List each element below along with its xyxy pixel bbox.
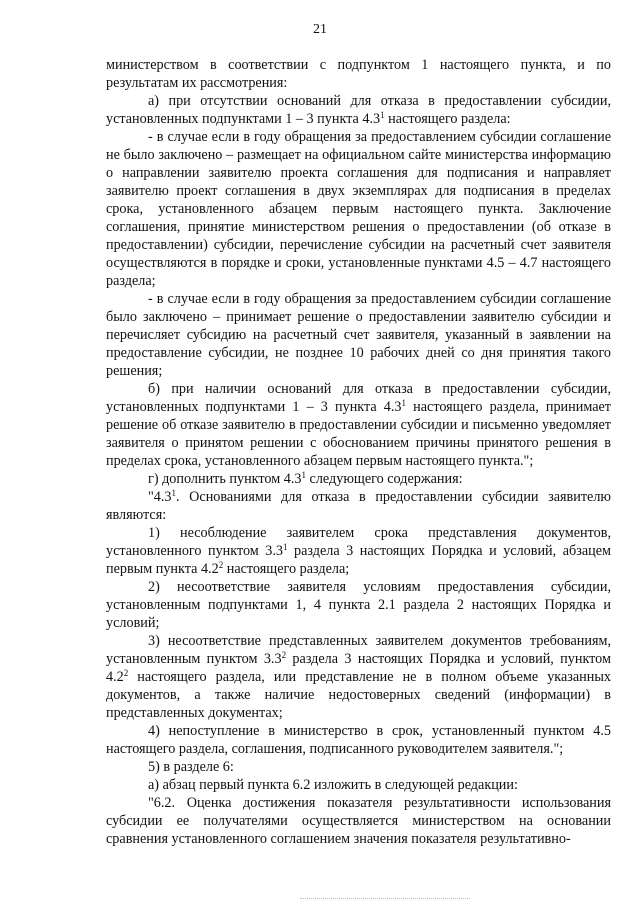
paragraph-text: - в случае если в году обращения за предоставлением субсидии соглашение не было заключено – размещает на официальном сайте министерства информацию о направлении заявителю проекта соглашения для подписания и направляет заявителю проект соглашения в двух экземплярах для подписания в пределах срока, установленного абзацем первым настоящего пункта. Заключение соглашения, принятие министерством решения о предоставлении (об отказе в предоставлении) субсидии, перечисление субсидии на расчетный счет заявителя осуществляются в порядке и сроки, установленные пунктами 4.5 – 4.7 настоящего раздела; (106, 129, 611, 289)
paragraph (106, 722, 611, 758)
paragraph (106, 758, 611, 776)
paragraph-text: 2) несоответствие заявителя условиям предоставления субсидии, установленным подпунктами 1, 4 пункта 2.1 раздела 2 настоящих Порядка и условий; (106, 579, 611, 631)
paragraph-text: 5) в разделе 6: (148, 759, 234, 775)
superscript: 1 (171, 488, 177, 498)
paragraph-text: 1) несоблюдение заявителем срока представления документов, установленного пунктом 3.3 (106, 525, 611, 559)
paragraph (106, 470, 611, 488)
paragraph-text: . Основаниями для отказа в предоставлении субсидии заявителю являются: (106, 489, 611, 523)
paragraph-text: раздела 3 настоящих Порядка и условий, абзацем первым пункта 4.2 (106, 543, 611, 577)
paragraph-text: настоящего раздела, принимает решение об отказе заявителю в предоставлении субсидии и письменно уведомляет заявителя о принятом решении с обоснованием причины принятого решения в пределах срока, установленного абзацем первым настоящего пункта."; (106, 399, 611, 469)
paragraph-text: 3) несоответствие представленных заявителем документов требованиям, установленным пунктом 3.3 (106, 633, 611, 667)
paragraph (106, 776, 611, 794)
paragraph-text: "4.3 (148, 489, 172, 505)
superscript: 1 (380, 110, 385, 120)
paragraph-text: 4) непоступление в министерство в срок, установленный пунктом 4.5 настоящего раздела, соглашения, подписанного руководителем заявителя."; (106, 723, 611, 757)
paragraph (106, 380, 611, 470)
superscript: 1 (283, 542, 288, 552)
paragraph-text: настоящего раздела; (223, 561, 350, 577)
paragraph (106, 578, 611, 632)
document-body (106, 56, 611, 848)
paragraph-text: а) при отсутствии оснований для отказа в предоставлении субсидии, установленных подпунктами 1 – 3 пункта 4.3 (106, 93, 611, 127)
paragraph (106, 632, 611, 722)
paragraph-text: а) абзац первый пункта 6.2 изложить в следующей редакции: (148, 777, 518, 793)
paragraph-text: г) дополнить пунктом 4.3 (148, 471, 302, 487)
page-number: 21 (313, 22, 327, 37)
superscript: 1 (401, 398, 407, 408)
superscript: 2 (218, 560, 224, 570)
paragraph-text: настоящего раздела, или представление не в полном объеме указанных документов, а также наличие недостоверных сведений (информации) в представленных документах; (106, 669, 611, 721)
paragraph (106, 56, 611, 92)
paragraph-text: следующего содержания: (305, 471, 463, 487)
paragraph-text: "6.2. Оценка достижения показателя результативности использования субсидии ее получателями осуществляется министерством на основании сравнения установленного соглашением значения показателя результативно- (106, 795, 611, 847)
paragraph (106, 92, 611, 128)
superscript: 2 (281, 650, 287, 660)
paragraph (106, 794, 611, 848)
superscript: 1 (301, 470, 306, 480)
paragraph-text: министерством в соответствии с подпунктом 1 настоящего пункта, и по результатам их рассмотрения: (106, 57, 611, 91)
paragraph (106, 128, 611, 290)
paragraph (106, 488, 611, 524)
paragraph-text: - в случае если в году обращения за предоставлением субсидии соглашение было заключено – принимает решение о предоставлении заявителю субсидии и перечисляет субсидию на расчетный счет заявителя, указанный в заявлении на предоставление субсидии, не позднее 10 рабочих дней со дня принятия такого решения; (106, 291, 611, 379)
paragraph-text: настоящего раздела: (384, 111, 511, 127)
paragraph (106, 524, 611, 578)
paragraph-text: раздела 3 настоящих Порядка и условий, пунктом 4.2 (106, 651, 611, 685)
scan-artifact (300, 898, 470, 901)
paragraph (106, 290, 611, 380)
superscript: 2 (123, 668, 129, 678)
paragraph-text: б) при наличии оснований для отказа в предоставлении субсидии, установленных подпунктами 1 – 3 пункта 4.3 (106, 381, 611, 415)
